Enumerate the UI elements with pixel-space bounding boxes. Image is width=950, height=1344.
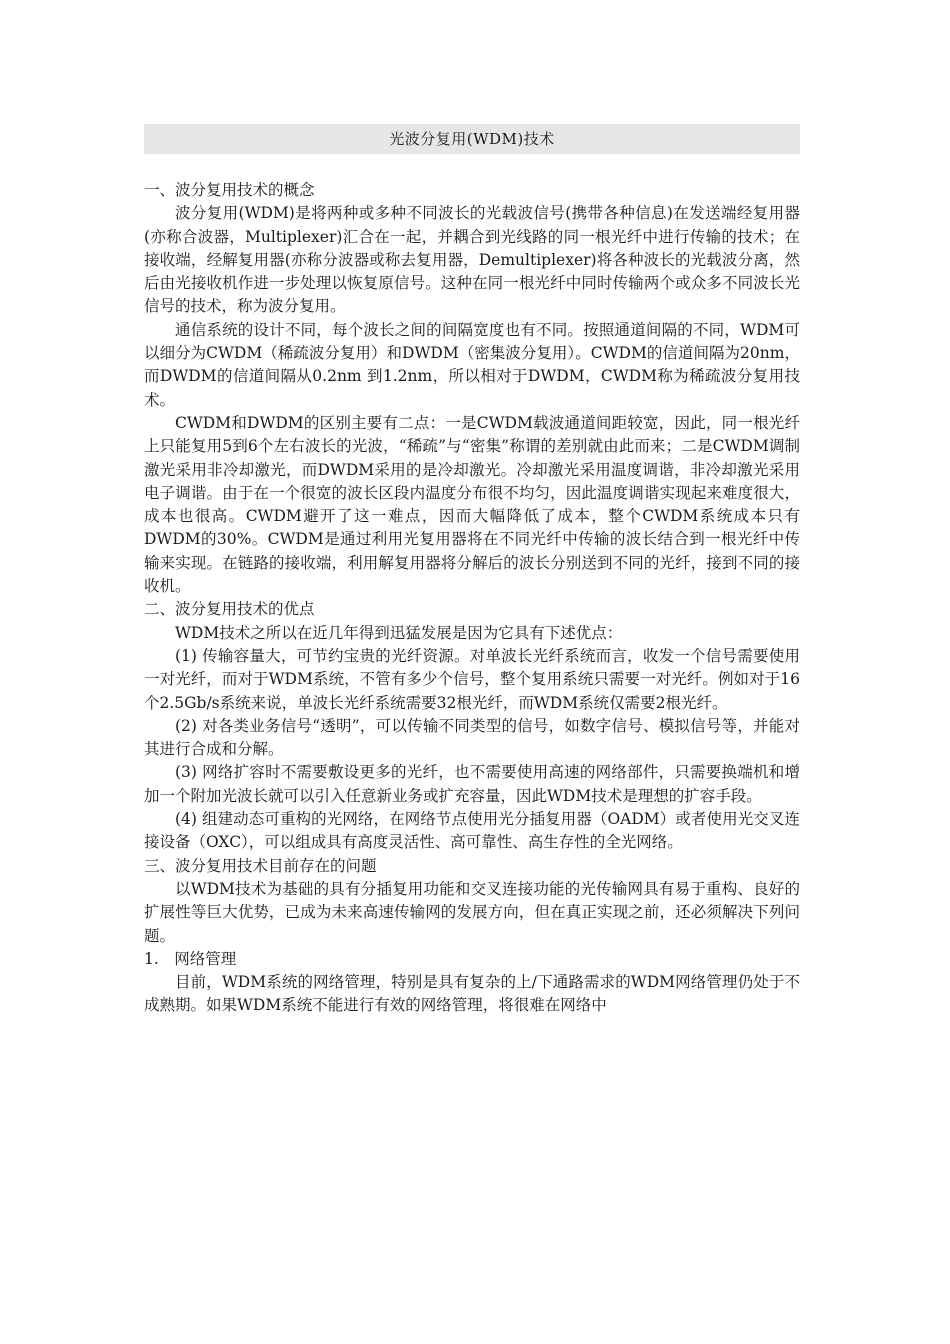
paragraph: (2) 对各类业务信号“透明”，可以传输不同类型的信号，如数字信号、模拟信号等，并能对其进行合成和分解。: [144, 716, 800, 759]
document-title-bar: [144, 124, 800, 154]
section-heading: 三、波分复用技术目前存在的问题: [144, 856, 377, 875]
section-heading: 一、波分复用技术的概念: [144, 181, 315, 199]
paragraph: (3) 网络扩容时不需要敷设更多的光纤，也不需要使用高速的网络部件，只需要换端机和增加一个附加光波长就可以引入任意新业务或扩充容量，因此WDM技术是理想的扩容手段。: [144, 763, 800, 805]
paragraph: CWDM和DWDM的区别主要有二点：一是CWDM载波通道间距较宽，因此，同一根光纤上只能复用5到6个左右波长的光波，“稀疏”与“密集”称谓的差别就由此而来；二是CWDM调制激光采用非冷却激光，而DWDM采用的是冷却激光。冷却激光采用温度调谐，非冷却激光采用电子调谐。由于在一个很宽的波长区段内温度分布很不均匀，因此温度调谐实现起来难度很大，成本也很高。CWDM避开了这一难点，因而大幅降低了成本，整个CWDM系统成本只有DWDM的30%。CWDM是通过利用光复用器将在不同光纤中传输的波长结合到一根光纤中传输来实现。在链路的接收端，利用解复用器将分解后的波长分别送到不同的光纤，接到不同的接收机。: [144, 413, 800, 596]
document-body: [144, 179, 800, 1018]
document-page: [144, 124, 800, 1018]
subsection-heading: 1. 网络管理: [144, 949, 237, 968]
document-title: 光波分复用(WDM)技术: [389, 130, 555, 148]
paragraph: 目前，WDM系统的网络管理，特别是具有复杂的上/下通路需求的WDM网络管理仍处于不成熟期。如果WDM系统不能进行有效的网络管理，将很难在网络中: [144, 973, 800, 1015]
paragraph: WDM技术之所以在近几年得到迅猛发展是因为它具有下述优点：: [175, 623, 623, 642]
paragraph: 波分复用(WDM)是将两种或多种不同波长的光载波信号(携带各种信息)在发送端经复用器(亦称合波器，Multiplexer)汇合在一起，并耦合到光线路的同一根光纤中进行传输的技术；在接收端，经解复用器(亦称分波器或称去复用器，Demultiplexer)将各种波长的光载波分离，然后由光接收机作进一步处理以恢复原信号。这种在同一根光纤中同时传输两个或众多不同波长光信号的技术，称为波分复用。: [144, 204, 800, 316]
paragraph: 以WDM技术为基础的具有分插复用功能和交叉连接功能的光传输网具有易于重构、良好的扩展性等巨大优势，已成为未来高速传输网的发展方向，但在真正实现之前，还必须解决下列问题。: [144, 879, 800, 945]
paragraph: (4) 组建动态可重构的光网络，在网络节点使用光分插复用器（OADM）或者使用光交叉连接设备（OXC），可以组成具有高度灵活性、高可靠性、高生存性的全光网络。: [144, 810, 800, 852]
section-heading: 二、波分复用技术的优点: [144, 600, 315, 619]
paragraph: (1) 传输容量大，可节约宝贵的光纤资源。对单波长光纤系统而言，收发一个信号需要使用一对光纤，而对于WDM系统，不管有多少个信号，整个复用系统只需要一对光纤。例如对于16个2.5Gb/s系统来说，单波长光纤系统需要32根光纤，而WDM系统仅需要2根光纤。: [144, 646, 800, 712]
paragraph: 通信系统的设计不同，每个波长之间的间隔宽度也有不同。按照通道间隔的不同，WDM可以细分为CWDM（稀疏波分复用）和DWDM（密集波分复用）。CWDM的信道间隔为20nm，而DWDM的信道间隔从0.2nm 到1.2nm，所以相对于DWDM，CWDM称为稀疏波分复用技术。: [144, 320, 800, 409]
